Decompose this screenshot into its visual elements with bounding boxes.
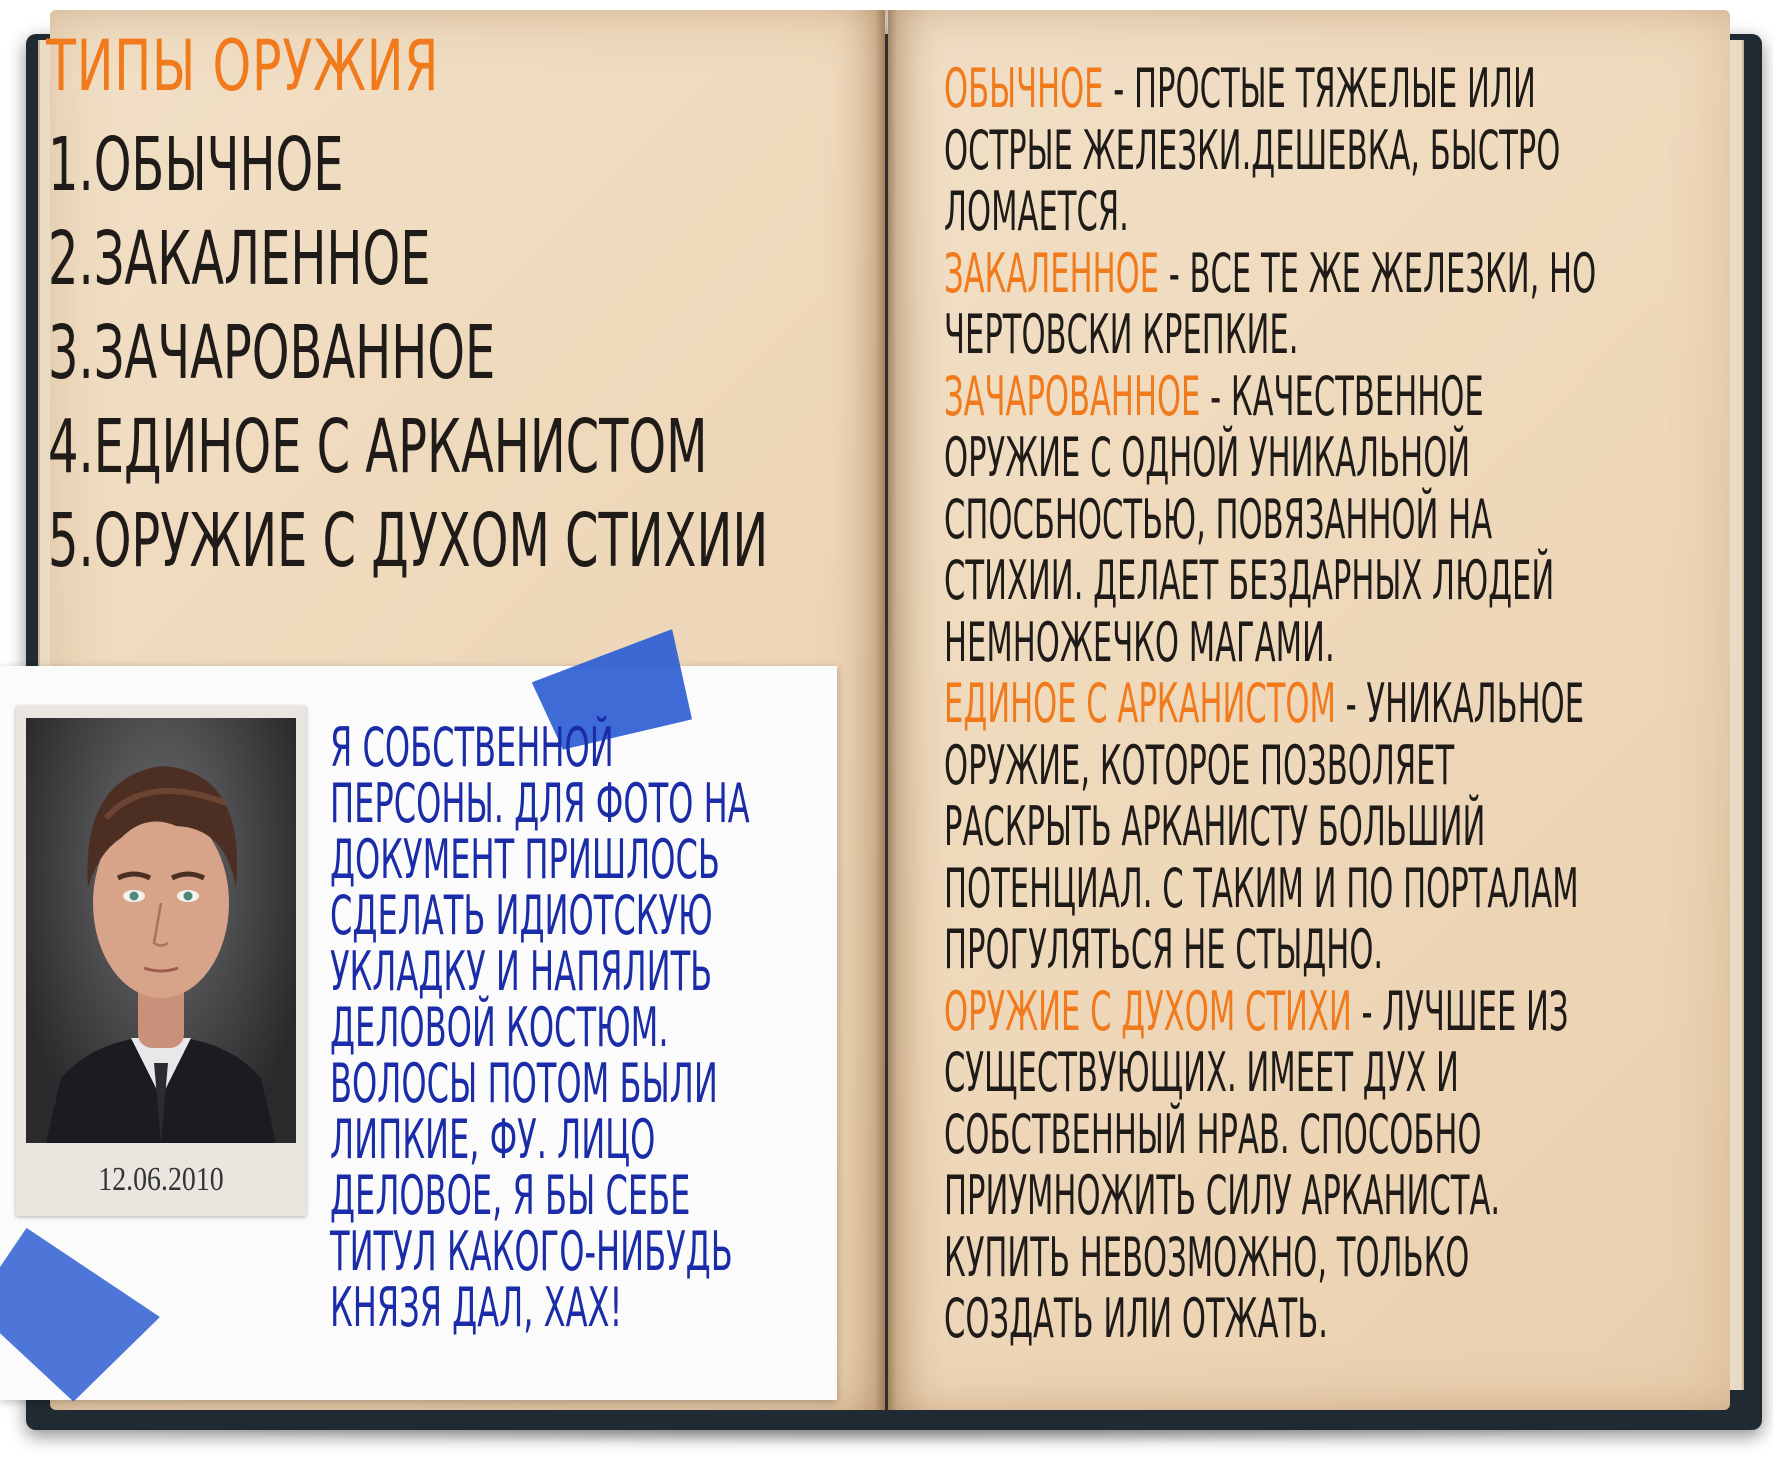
portrait-photo: [26, 718, 296, 1143]
page-edge-right: [1730, 40, 1744, 1390]
list-item: 4.ЕДИНОЕ С АРКАНИСТОМ: [48, 404, 708, 490]
entry-description: - КАЧЕСТВЕННОЕ ОРУЖИЕ С ОДНОЙ УНИКАЛЬНОЙ СПОСБНОСТЬЮ, ПОВЯЗАННОЙ НА СТИХИИ. ДЕЛАЕТ БЕЗДАРНЫХ ЛЮДЕЙ НЕМНОЖЕЧКО МАГАМИ.: [944, 364, 1555, 674]
note-text: Я СОБСТВЕННОЙ ПЕРСОНЫ. ДЛЯ ФОТО НА ДОКУМЕНТ ПРИШЛОСЬ СДЕЛАТЬ ИДИОТСКУЮ УКЛАДКУ И НАПЯЛИТЬ ДЕЛОВОЙ КОСТЮМ. ВОЛОСЫ ПОТОМ БЫЛИ ЛИПКИЕ, ФУ. ЛИЦО ДЕЛОВОЕ, Я БЫ СЕБЕ ТИТУЛ КАКОГО-НИБУДЬ КНЯЗЯ ДАЛ, ХАХ!: [330, 716, 750, 1339]
description-entry: [944, 243, 1624, 366]
photo-date: 12.06.2010: [98, 1161, 224, 1198]
entry-term: ОРУЖИЕ С ДУХОМ СТИХИ: [944, 979, 1352, 1043]
list-item: 2.ЗАКАЛЕННОЕ: [48, 216, 431, 302]
list-item: 1.ОБЫЧНОЕ: [48, 122, 344, 208]
entry-description: - ВСЕ ТЕ ЖЕ ЖЕЛЕЗКИ, НО ЧЕРТОВСКИ КРЕПКИЕ.: [944, 241, 1597, 366]
polaroid-photo: [16, 706, 306, 1216]
page-title: ТИПЫ ОРУЖИЯ: [46, 25, 440, 107]
entry-term: ЗАКАЛЕННОЕ: [944, 241, 1160, 305]
weapon-descriptions: [944, 58, 1624, 1350]
entry-term: ЗАЧАРОВАННОЕ: [944, 364, 1201, 428]
description-entry: [944, 58, 1624, 243]
list-item: 3.ЗАЧАРОВАННОЕ: [48, 310, 496, 396]
description-entry: [944, 366, 1624, 674]
entry-description: - ЛУЧШЕЕ ИЗ СУЩЕСТВУЮЩИХ. ИМЕЕТ ДУХ И СОБСТВЕННЫЙ НРАВ. СПОСОБНО ПРИУМНОЖИТЬ СИЛУ АРКАНИСТА. КУПИТЬ НЕВОЗМОЖНО, ТОЛЬКО СОЗДАТЬ ИЛИ ОТЖАТЬ.: [944, 979, 1569, 1350]
weapon-types-list: [48, 118, 768, 588]
portrait-illustration: [26, 718, 296, 1143]
list-item: 5.ОРУЖИЕ С ДУХОМ СТИХИИ: [48, 498, 769, 584]
description-entry: [944, 673, 1624, 981]
entry-term: ЕДИНОЕ С АРКАНИСТОМ: [944, 672, 1336, 735]
description-entry: [944, 981, 1624, 1350]
entry-description: - УНИКАЛЬНОЕ ОРУЖИЕ, КОТОРОЕ ПОЗВОЛЯЕТ РАСКРЫТЬ АРКАНИСТУ БОЛЬШИЙ ПОТЕНЦИАЛ. С ТАКИМ И ПО ПОРТАЛАМ ПРОГУЛЯТЬСЯ НЕ СТЫДНО.: [944, 672, 1585, 981]
entry-term: ОБЫЧНОЕ: [944, 57, 1104, 120]
book-spine: [875, 10, 897, 1410]
entry-description: - ПРОСТЫЕ ТЯЖЕЛЫЕ ИЛИ ОСТРЫЕ ЖЕЛЕЗКИ.ДЕШЕВКА, БЫСТРО ЛОМАЕТСЯ.: [944, 57, 1561, 243]
